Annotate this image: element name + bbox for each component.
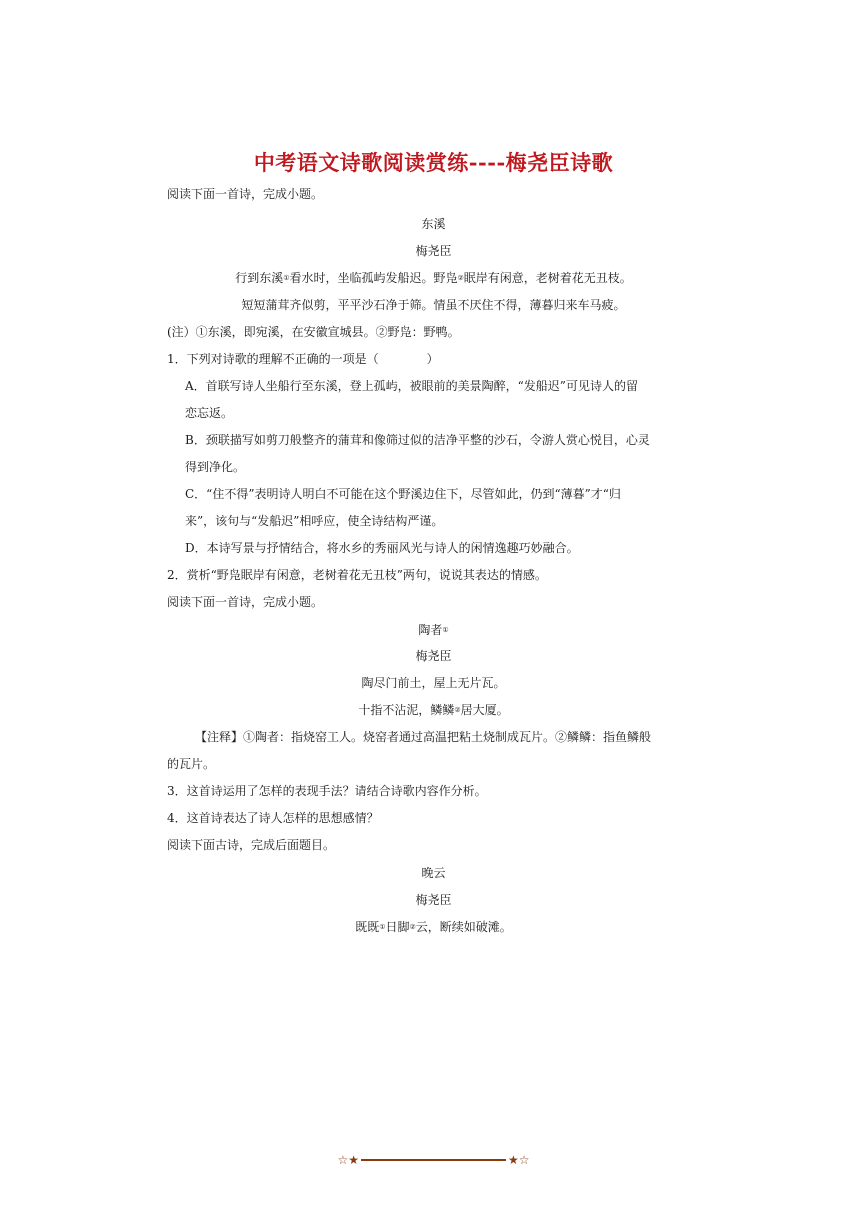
poem2-line-2 xyxy=(0,702,867,718)
question-4: 4．这首诗表达了诗人怎样的思想感情？ xyxy=(167,811,379,825)
poem3-author: 梅尧臣 xyxy=(415,893,452,907)
poem3-line-1 xyxy=(0,919,867,935)
poem2-line-1: 陶尽门前土，屋上无片瓦。 xyxy=(361,676,506,690)
poem1-line-2: 短短蒲茸齐似剪，平平沙石净于筛。情虽不厌住不得，薄暮归来车马疲。 xyxy=(241,298,626,312)
poem2-note-line-2: 的瓦片。 xyxy=(167,757,216,771)
note-marker-2: ② xyxy=(454,706,461,714)
star-icon-left: ☆★ xyxy=(337,1153,359,1167)
question-2: 2．赏析“野凫眠岸有闲意，老树着花无丑枝”两句，说说其表达的情感。 xyxy=(167,568,547,582)
note-marker-1: ① xyxy=(379,923,386,931)
star-icon-right: ★☆ xyxy=(508,1153,530,1167)
intro-2: 阅读下面一首诗，完成小题。 xyxy=(167,595,324,609)
poem3-title: 晚云 xyxy=(421,866,446,880)
note-marker-1: ① xyxy=(442,626,449,634)
poem2-title-text: 陶者 xyxy=(418,623,443,637)
poem1-line-1 xyxy=(0,270,867,286)
option-b-line-1: B．颈联描写如剪刀般整齐的蒲茸和像筛过似的洁净平整的沙石，令游人赏心悦目，心灵 xyxy=(185,433,650,447)
poem3-line-1-part-c: 云，断续如破滩。 xyxy=(415,920,512,934)
poem3-line-1-part-b: 日脚 xyxy=(385,920,410,934)
question-1-stem: 1．下列对诗歌的理解不正确的一项是（ ） xyxy=(167,352,439,366)
poem1-note: (注）①东溪，即宛溪，在安徽宣城县。②野凫：野鸭。 xyxy=(167,325,460,339)
poem1-title: 东溪 xyxy=(421,217,446,231)
poem2-line-2-part-b: 居大厦。 xyxy=(460,703,509,717)
option-a-line-1: A．首联写诗人坐船行至东溪，登上孤屿，被眼前的美景陶醉，“发船迟”可见诗人的留 xyxy=(185,379,638,393)
poem2-title xyxy=(0,622,867,638)
footer-divider xyxy=(361,1159,506,1161)
intro-1: 阅读下面一首诗，完成小题。 xyxy=(167,187,324,201)
option-a-line-2: 恋忘返。 xyxy=(185,406,234,420)
page-footer-ornament xyxy=(0,1152,867,1168)
note-marker-1: ① xyxy=(283,274,290,282)
poem1-line-1-part-a: 行到东溪 xyxy=(235,271,284,285)
note-marker-2: ② xyxy=(457,274,464,282)
poem2-author: 梅尧臣 xyxy=(415,649,452,663)
document-title: 中考语文诗歌阅读赏练----梅尧臣诗歌 xyxy=(253,150,614,175)
option-c-line-2: 来”，该句与“发船迟”相呼应，使全诗结构严谨。 xyxy=(185,514,444,528)
option-b-line-2: 得到净化。 xyxy=(185,460,246,474)
poem1-line-1-part-c: 眠岸有闲意，老树着花无丑枝。 xyxy=(463,271,632,285)
poem2-note-line-1: 【注释】①陶者：指烧窑工人。烧窑者通过高温把粘土烧制成瓦片。②鳞鳞：指鱼鳞般 xyxy=(195,730,652,744)
option-c-line-1: C．“住不得”表明诗人明白不可能在这个野溪边住下，尽管如此，仍到“薄暮”才“归 xyxy=(185,487,621,501)
poem1-author: 梅尧臣 xyxy=(415,244,452,258)
intro-3: 阅读下面古诗，完成后面题目。 xyxy=(167,838,336,852)
note-marker-2: ② xyxy=(409,923,416,931)
option-d: D．本诗写景与抒情结合，将水乡的秀丽风光与诗人的闲情逸趣巧妙融合。 xyxy=(185,541,579,555)
poem1-line-1-part-b: 看水时，坐临孤屿发船迟。野凫 xyxy=(289,271,458,285)
poem3-line-1-part-a: 既既 xyxy=(355,920,380,934)
poem2-line-2-part-a: 十指不沾泥，鳞鳞 xyxy=(358,703,455,717)
question-3: 3．这首诗运用了怎样的表现手法？请结合诗歌内容作分析。 xyxy=(167,784,487,798)
